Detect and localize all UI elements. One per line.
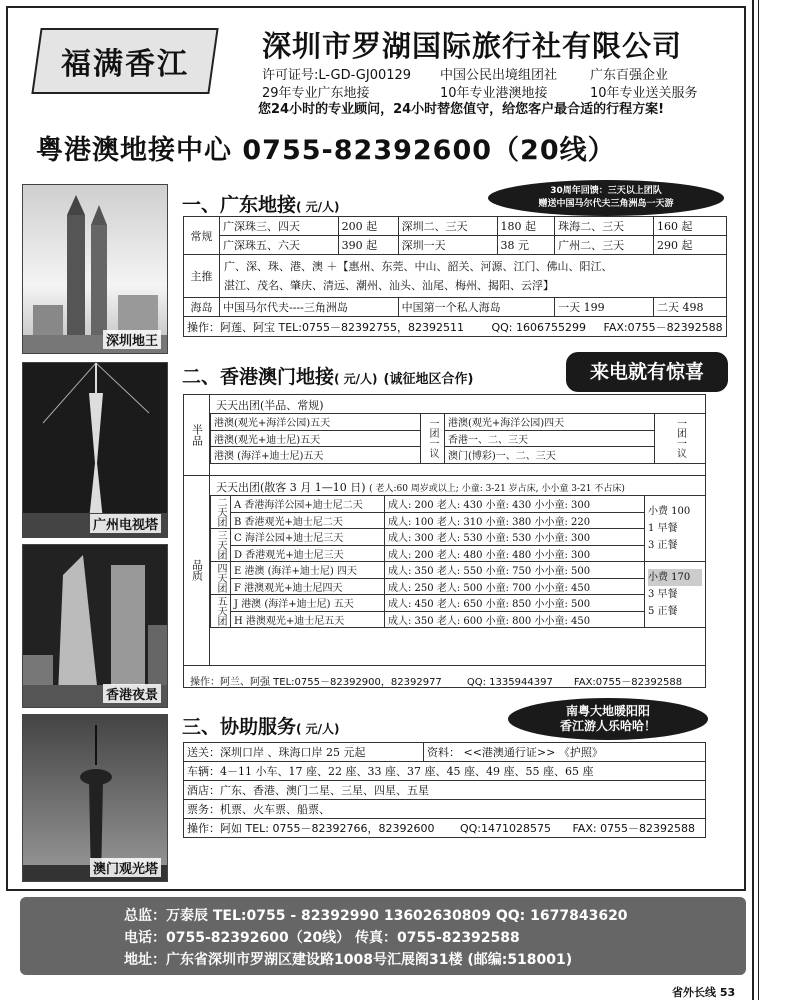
table-row <box>211 529 706 546</box>
table-cell: 港澳(观光+海洋公园)四天 <box>445 414 655 431</box>
tip-meal-info <box>645 562 706 628</box>
table-row <box>211 430 706 447</box>
tour-price: 成人: 450 老人: 650 小童: 850 小小童: 500 <box>385 595 645 612</box>
footer-contact-panel <box>20 897 746 975</box>
photo-caption: 深圳地王 <box>103 330 161 349</box>
tour-name: E 港澳 (海洋+迪士尼) 四天 <box>231 562 385 579</box>
row-label: 常规 <box>184 217 220 255</box>
table-row <box>211 496 706 513</box>
tour-price: 成人: 200 老人: 430 小童: 430 小小童: 300 <box>385 496 645 513</box>
half-label: 半品 <box>184 395 210 475</box>
table-cell: 160 起 <box>654 217 727 236</box>
section1-unit: ( 元/人) <box>296 200 340 214</box>
table-cell: 290 起 <box>654 236 727 255</box>
table-row <box>184 762 706 781</box>
table-row <box>211 595 706 612</box>
table-row <box>184 236 727 255</box>
table-cell: 38 元 <box>497 236 555 255</box>
section1-contact <box>184 317 727 337</box>
section1-heading <box>182 190 340 217</box>
row-label: 海岛 <box>184 298 220 317</box>
tour-name: B 香港观光+迪士尼二天 <box>231 512 385 529</box>
table-row <box>211 611 706 628</box>
section1-promo-bubble <box>488 180 724 216</box>
table-cell: 180 起 <box>497 217 555 236</box>
contact-fax: FAX:0755－82392588 <box>573 677 683 688</box>
group-label: 四天团 <box>211 562 231 595</box>
table-cell: 二天 498 <box>654 298 727 317</box>
table-row <box>184 255 727 298</box>
table-row <box>211 545 706 562</box>
logo-text: 福满香江 <box>61 47 189 82</box>
tip-line: 1 早餐 <box>648 523 678 534</box>
section2-unit: ( 元/人) <box>334 372 378 386</box>
table-cell: 390 起 <box>338 236 398 255</box>
half-daily: 天天出团(半品、常规) <box>216 399 324 412</box>
bubble-line: 南粤大地暖阳阳 <box>565 704 650 718</box>
company-name: 深圳市罗湖国际旅行社有限公司 <box>262 29 683 63</box>
section3-unit: ( 元/人) <box>296 722 340 736</box>
table-cell: 广深珠三、四天 <box>220 217 339 236</box>
table-row <box>184 317 727 337</box>
quality-label: 品质 <box>184 475 210 665</box>
documents: 资料： <<港澳通行证>> 《护照》 <box>424 743 706 762</box>
destinations-line: 广、深、珠、港、澳 ＋【惠州、东莞、中山、韶关、河源、江门、佛山、阳江、 <box>224 260 613 273</box>
vehicles: 车辆：4－11 小车、17 座、22 座、33 座、37 座、45 座、49 座、55 座、65 座 <box>184 762 706 781</box>
table-cell: 一天 199 <box>555 298 654 317</box>
footer-director: 总监：万泰辰 TEL:0755 - 82392990 13602630809 QQ: 1677843620 <box>124 908 628 924</box>
tour-price: 成人: 300 老人: 530 小童: 530 小小童: 300 <box>385 529 645 546</box>
section2-contact <box>184 665 705 687</box>
contact-qq: QQ:1471028575 <box>459 822 551 835</box>
table-row <box>211 447 706 464</box>
promo-line: 赠送中国马尔代夫三角洲岛一天游 <box>538 199 674 209</box>
main-destinations <box>220 255 727 298</box>
group-label: 二天团 <box>211 496 231 529</box>
footer-address: 地址：广东省深圳市罗湖区建设路1008号汇展阁31楼 (邮编:518001) <box>124 952 573 968</box>
tip-meal-info <box>645 496 706 562</box>
macau-tower-illustration <box>23 715 168 882</box>
table-cell: 珠海二、三天 <box>555 217 654 236</box>
tour-name: C 海洋公园+迪士尼三天 <box>231 529 385 546</box>
license-number: 许可证号:L-GD-GJ00129 <box>262 68 412 83</box>
tip-line: 3 正餐 <box>648 540 678 551</box>
section3-bubble <box>508 698 708 740</box>
tip-line: 3 早餐 <box>648 589 678 600</box>
table-cell: 港澳(观光+迪士尼)五天 <box>211 430 421 447</box>
hotels: 酒店：广东、香港、澳门二星、三星、四星、五星 <box>184 781 706 800</box>
table-cell: 香港一、二、三天 <box>445 430 655 447</box>
tip-line: 小费 100 <box>648 506 691 517</box>
table-cell: 澳门(博彩)一、二、三天 <box>445 447 655 464</box>
section3-contact <box>184 819 706 838</box>
tour-price: 成人: 200 老人: 480 小童: 480 小小童: 300 <box>385 545 645 562</box>
table-row <box>184 819 706 838</box>
tour-name: D 香港观光+迪士尼三天 <box>231 545 385 562</box>
table-cell: 深圳一天 <box>398 236 497 255</box>
table-row <box>211 512 706 529</box>
quality-header <box>216 479 625 495</box>
tour-price: 成人: 350 老人: 600 小童: 800 小小童: 450 <box>385 611 645 628</box>
group-label: 三天团 <box>211 529 231 562</box>
table-cell: 广深珠五、六天 <box>220 236 339 255</box>
bubble-line: 香江游人乐哈哈！ <box>559 719 656 733</box>
tv-tower-illustration <box>23 363 168 538</box>
license-award: 广东百强企业 <box>590 68 669 83</box>
photo-caption: 澳门观光塔 <box>90 858 161 877</box>
table-row <box>211 578 706 595</box>
section3-heading <box>182 712 340 739</box>
photo-hongkong <box>22 544 168 708</box>
guangdong-table <box>183 216 727 337</box>
destinations-line: 湛江、茂名、肇庆、清远、潮州、汕头、汕尾、梅州、揭阳、云浮】 <box>224 279 554 292</box>
slogan: 您24小时的专业顾问，24小时替您值守，给您客户最合适的行程方案! <box>258 102 665 117</box>
tour-name: A 香港海洋公园+迪士尼二天 <box>231 496 385 513</box>
photo-caption: 香港夜景 <box>103 684 161 703</box>
tip-line: 小费 170 <box>648 569 702 586</box>
photo-macau <box>22 714 168 882</box>
tour-name: J 港澳 (海洋+迪士尼) 五天 <box>231 595 385 612</box>
contact-tel: 操作：阿兰、阿强 TEL:0755－82392900，82392977 <box>190 677 442 688</box>
hk-macau-table <box>183 394 706 688</box>
contact-fax: FAX: 0755－82392588 <box>572 822 696 835</box>
photo-caption: 广州电视塔 <box>90 514 161 533</box>
table-cell: 200 起 <box>338 217 398 236</box>
table-cell: 中国马尔代夫----三角洲岛 <box>220 298 399 317</box>
group-label: 五天团 <box>211 595 231 628</box>
contact-qq: QQ: 1335944397 <box>466 677 553 688</box>
section2-surprise-bubble: 来电就有惊喜 <box>566 352 728 392</box>
table-cell: 深圳二、三天 <box>398 217 497 236</box>
section2-title: 二、香港澳门地接 <box>182 366 335 388</box>
table-cell: 港澳(观光+海洋公园)五天 <box>211 414 421 431</box>
license-type: 中国公民出境组团社 <box>440 68 558 83</box>
skyscraper-illustration <box>23 185 168 354</box>
table-cell: 港澳 (海洋+迪士尼)五天 <box>211 447 421 464</box>
tip-line: 5 正餐 <box>648 606 678 617</box>
photo-shenzhen <box>22 184 168 354</box>
tour-price: 成人: 250 老人: 500 小童: 700 小小童: 450 <box>385 578 645 595</box>
quality-head: 天天出团(散客 3 月 1—10 日) <box>216 481 366 494</box>
years-border: 10年专业送关服务 <box>590 86 698 101</box>
promo-line: 30周年回馈：三天以上团队 <box>550 186 662 196</box>
services-table <box>183 742 706 838</box>
tickets: 票务：机票、火车票、船票、 <box>184 800 706 819</box>
hotline: 粤港澳地接中心 0755-82392600（20线） <box>36 135 616 166</box>
photo-guangzhou <box>22 362 168 538</box>
table-row <box>184 781 706 800</box>
table-cell: 广州二、三天 <box>555 236 654 255</box>
table-row <box>184 800 706 819</box>
contact-fax: FAX:0755－82392588 <box>603 320 723 334</box>
quality-table <box>210 495 706 628</box>
quality-note: ( 老人:60 周岁或以上; 小童: 3-21 岁占床, 小小童 3-21 不占床) <box>369 484 625 494</box>
tour-price: 成人: 350 老人: 550 小童: 750 小小童: 500 <box>385 562 645 579</box>
section1-title: 一、广东地接 <box>182 194 297 216</box>
send-off: 送关：深圳口岸 、珠海口岸 25 元起 <box>184 743 424 762</box>
table-row <box>184 217 727 236</box>
years-guangdong: 29年专业广东地接 <box>262 86 370 101</box>
per-group-note: 一团一议 <box>421 414 445 464</box>
table-cell: 中国第一个私人海岛 <box>398 298 554 317</box>
table-row <box>184 743 706 762</box>
section3-title: 三、协助服务 <box>182 716 297 738</box>
footer-phone: 电话：0755-82392600（20线） 传真：0755-82392588 <box>124 930 520 946</box>
tour-name: H 港澳观光+迪士尼五天 <box>231 611 385 628</box>
half-table <box>210 413 706 464</box>
section2-heading <box>182 362 473 389</box>
contact-tel: 操作：阿如 TEL: 0755－82392766，82392600 <box>187 822 435 835</box>
years-hk-macau: 10年专业港澳地接 <box>440 86 548 101</box>
tour-price: 成人: 100 老人: 310 小童: 380 小小童: 220 <box>385 512 645 529</box>
table-row <box>211 414 706 431</box>
table-row <box>211 562 706 579</box>
page-number: 省外长线 53 <box>672 986 736 999</box>
table-row <box>184 298 727 317</box>
right-margin-bar <box>752 0 800 1000</box>
contact-tel: 操作：阿莲、阿宝 TEL:0755－82392755，82392511 <box>187 320 464 334</box>
per-group-note: 一团一议 <box>655 414 706 464</box>
section2-coop: (诚征地区合作) <box>383 372 474 387</box>
row-label: 主推 <box>184 255 220 298</box>
tour-name: F 港澳观光+迪士尼四天 <box>231 578 385 595</box>
contact-qq: QQ: 1606755299 <box>491 320 586 334</box>
brand-logo <box>31 28 218 94</box>
